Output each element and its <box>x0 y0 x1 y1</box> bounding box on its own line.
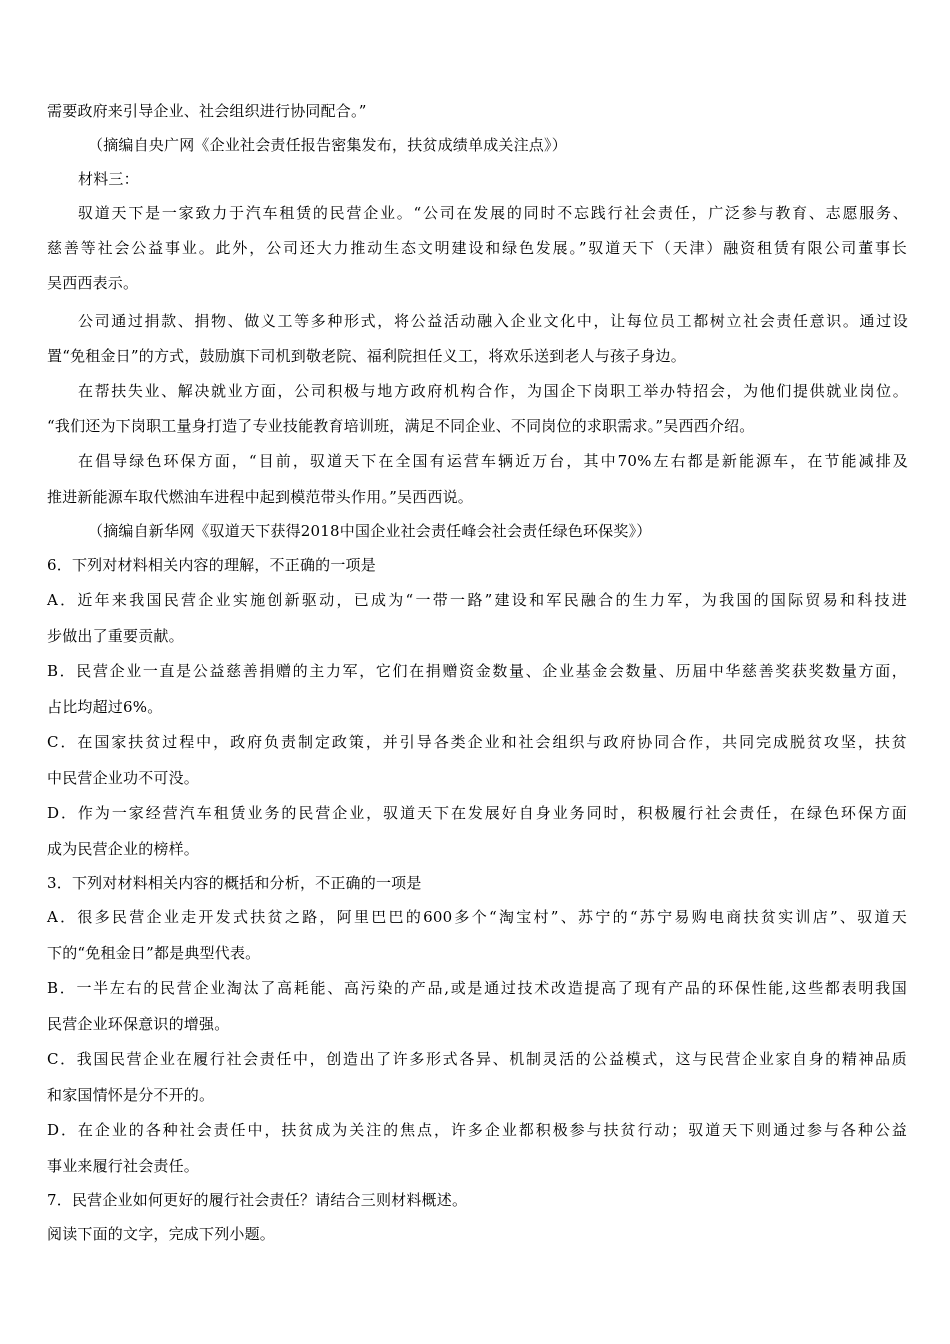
question-6: 6．下列对材料相关内容的理解，不正确的一项是 <box>47 556 376 574</box>
text-line: 慈善等社会公益事业。此外，公司还大力推动生态文明建设和绿色发展。”驭道天下（天津）融资租赁有限公司董事长 <box>47 239 907 257</box>
option-c: C．在国家扶贫过程中，政府负责制定政策，并引导各类企业和社会组织与政府协同合作，共同完成脱贫攻坚，扶贫 <box>47 733 907 751</box>
source-citation: （摘编自新华网《驭道天下获得2018中国企业社会责任峰会社会责任绿色环保奖》） <box>88 522 652 540</box>
text-line: 在帮扶失业、解决就业方面，公司积极与地方政府机构合作，为国企下岗职工举办特招会，为他们提供就业岗位。 <box>78 382 908 400</box>
text-line: 公司通过捐款、捐物、做义工等多种形式，将公益活动融入企业文化中，让每位员工都树立社会责任意识。通过设 <box>78 312 908 330</box>
option-b-cont: 民营企业环保意识的增强。 <box>47 1015 230 1033</box>
option-b: B．一半左右的民营企业淘汰了高耗能、高污染的产品,或是通过技术改造提高了现有产品的环保性能,这些都表明我国 <box>47 979 907 997</box>
text-line: “我们还为下岗职工量身打造了专业技能教育培训班，满足不同企业、不同岗位的求职需求。”吴西西介绍。 <box>47 417 755 435</box>
option-d: D．作为一家经营汽车租赁业务的民营企业，驭道天下在发展好自身业务同时，积极履行社会责任，在绿色环保方面 <box>47 804 907 822</box>
option-a-cont: 下的“免租金日”都是典型代表。 <box>47 944 261 962</box>
text-line: 在倡导绿色环保方面，“目前，驭道天下在全国有运营车辆近万台，其中70%左右都是新能源车，在节能减排及 <box>78 452 908 470</box>
text-line: 推进新能源车取代燃油车进程中起到模范带头作用。”吴西西说。 <box>47 488 473 506</box>
option-a-cont: 步做出了重要贡献。 <box>47 627 184 645</box>
option-b-cont: 占比均超过6%。 <box>47 698 163 716</box>
text-line: 驭道天下是一家致力于汽车租赁的民营企业。“公司在发展的同时不忘践行社会责任，广泛参与教育、志愿服务、 <box>78 204 908 222</box>
text-line: 需要政府来引导企业、社会组织进行协同配合。” <box>47 102 367 120</box>
text-line: 置“免租金日”的方式，鼓励旗下司机到敬老院、福利院担任义工，将欢乐送到老人与孩子身边。 <box>47 347 686 365</box>
option-b: B．民营企业一直是公益慈善捐赠的主力军，它们在捐赠资金数量、企业基金会数量、历届中华慈善奖获奖数量方面， <box>47 662 907 680</box>
option-d-cont: 成为民营企业的榜样。 <box>47 840 200 858</box>
instruction-line: 阅读下面的文字，完成下列小题。 <box>47 1225 276 1243</box>
option-c-cont: 中民营企业功不可没。 <box>47 769 200 787</box>
option-a: A．很多民营企业走开发式扶贫之路，阿里巴巴的600多个“淘宝村”、苏宁的“苏宁易购电商扶贫实训店”、驭道天 <box>47 908 907 926</box>
option-c: C．我国民营企业在履行社会责任中，创造出了许多形式各异、机制灵活的公益模式，这与民营企业家自身的精神品质 <box>47 1050 907 1068</box>
text-line: 吴西西表示。 <box>47 274 139 292</box>
question-7: 7．民营企业如何更好的履行社会责任？请结合三则材料概述。 <box>47 1191 468 1209</box>
option-d-cont: 事业来履行社会责任。 <box>47 1157 200 1175</box>
question-3: 3．下列对材料相关内容的概括和分析，不正确的一项是 <box>47 874 422 892</box>
source-citation: （摘编自央广网《企业社会责任报告密集发布，扶贫成绩单成关注点》） <box>88 136 567 154</box>
option-c-cont: 和家国情怀是分不开的。 <box>47 1086 215 1104</box>
option-d: D．在企业的各种社会责任中，扶贫成为关注的焦点，许多企业都积极参与扶贫行动；驭道天下则通过参与各种公益 <box>47 1121 907 1139</box>
section-heading: 材料三： <box>78 170 139 188</box>
option-a: A．近年来我国民营企业实施创新驱动，已成为“一带一路”建设和军民融合的生力军，为我国的国际贸易和科技进 <box>47 591 907 609</box>
